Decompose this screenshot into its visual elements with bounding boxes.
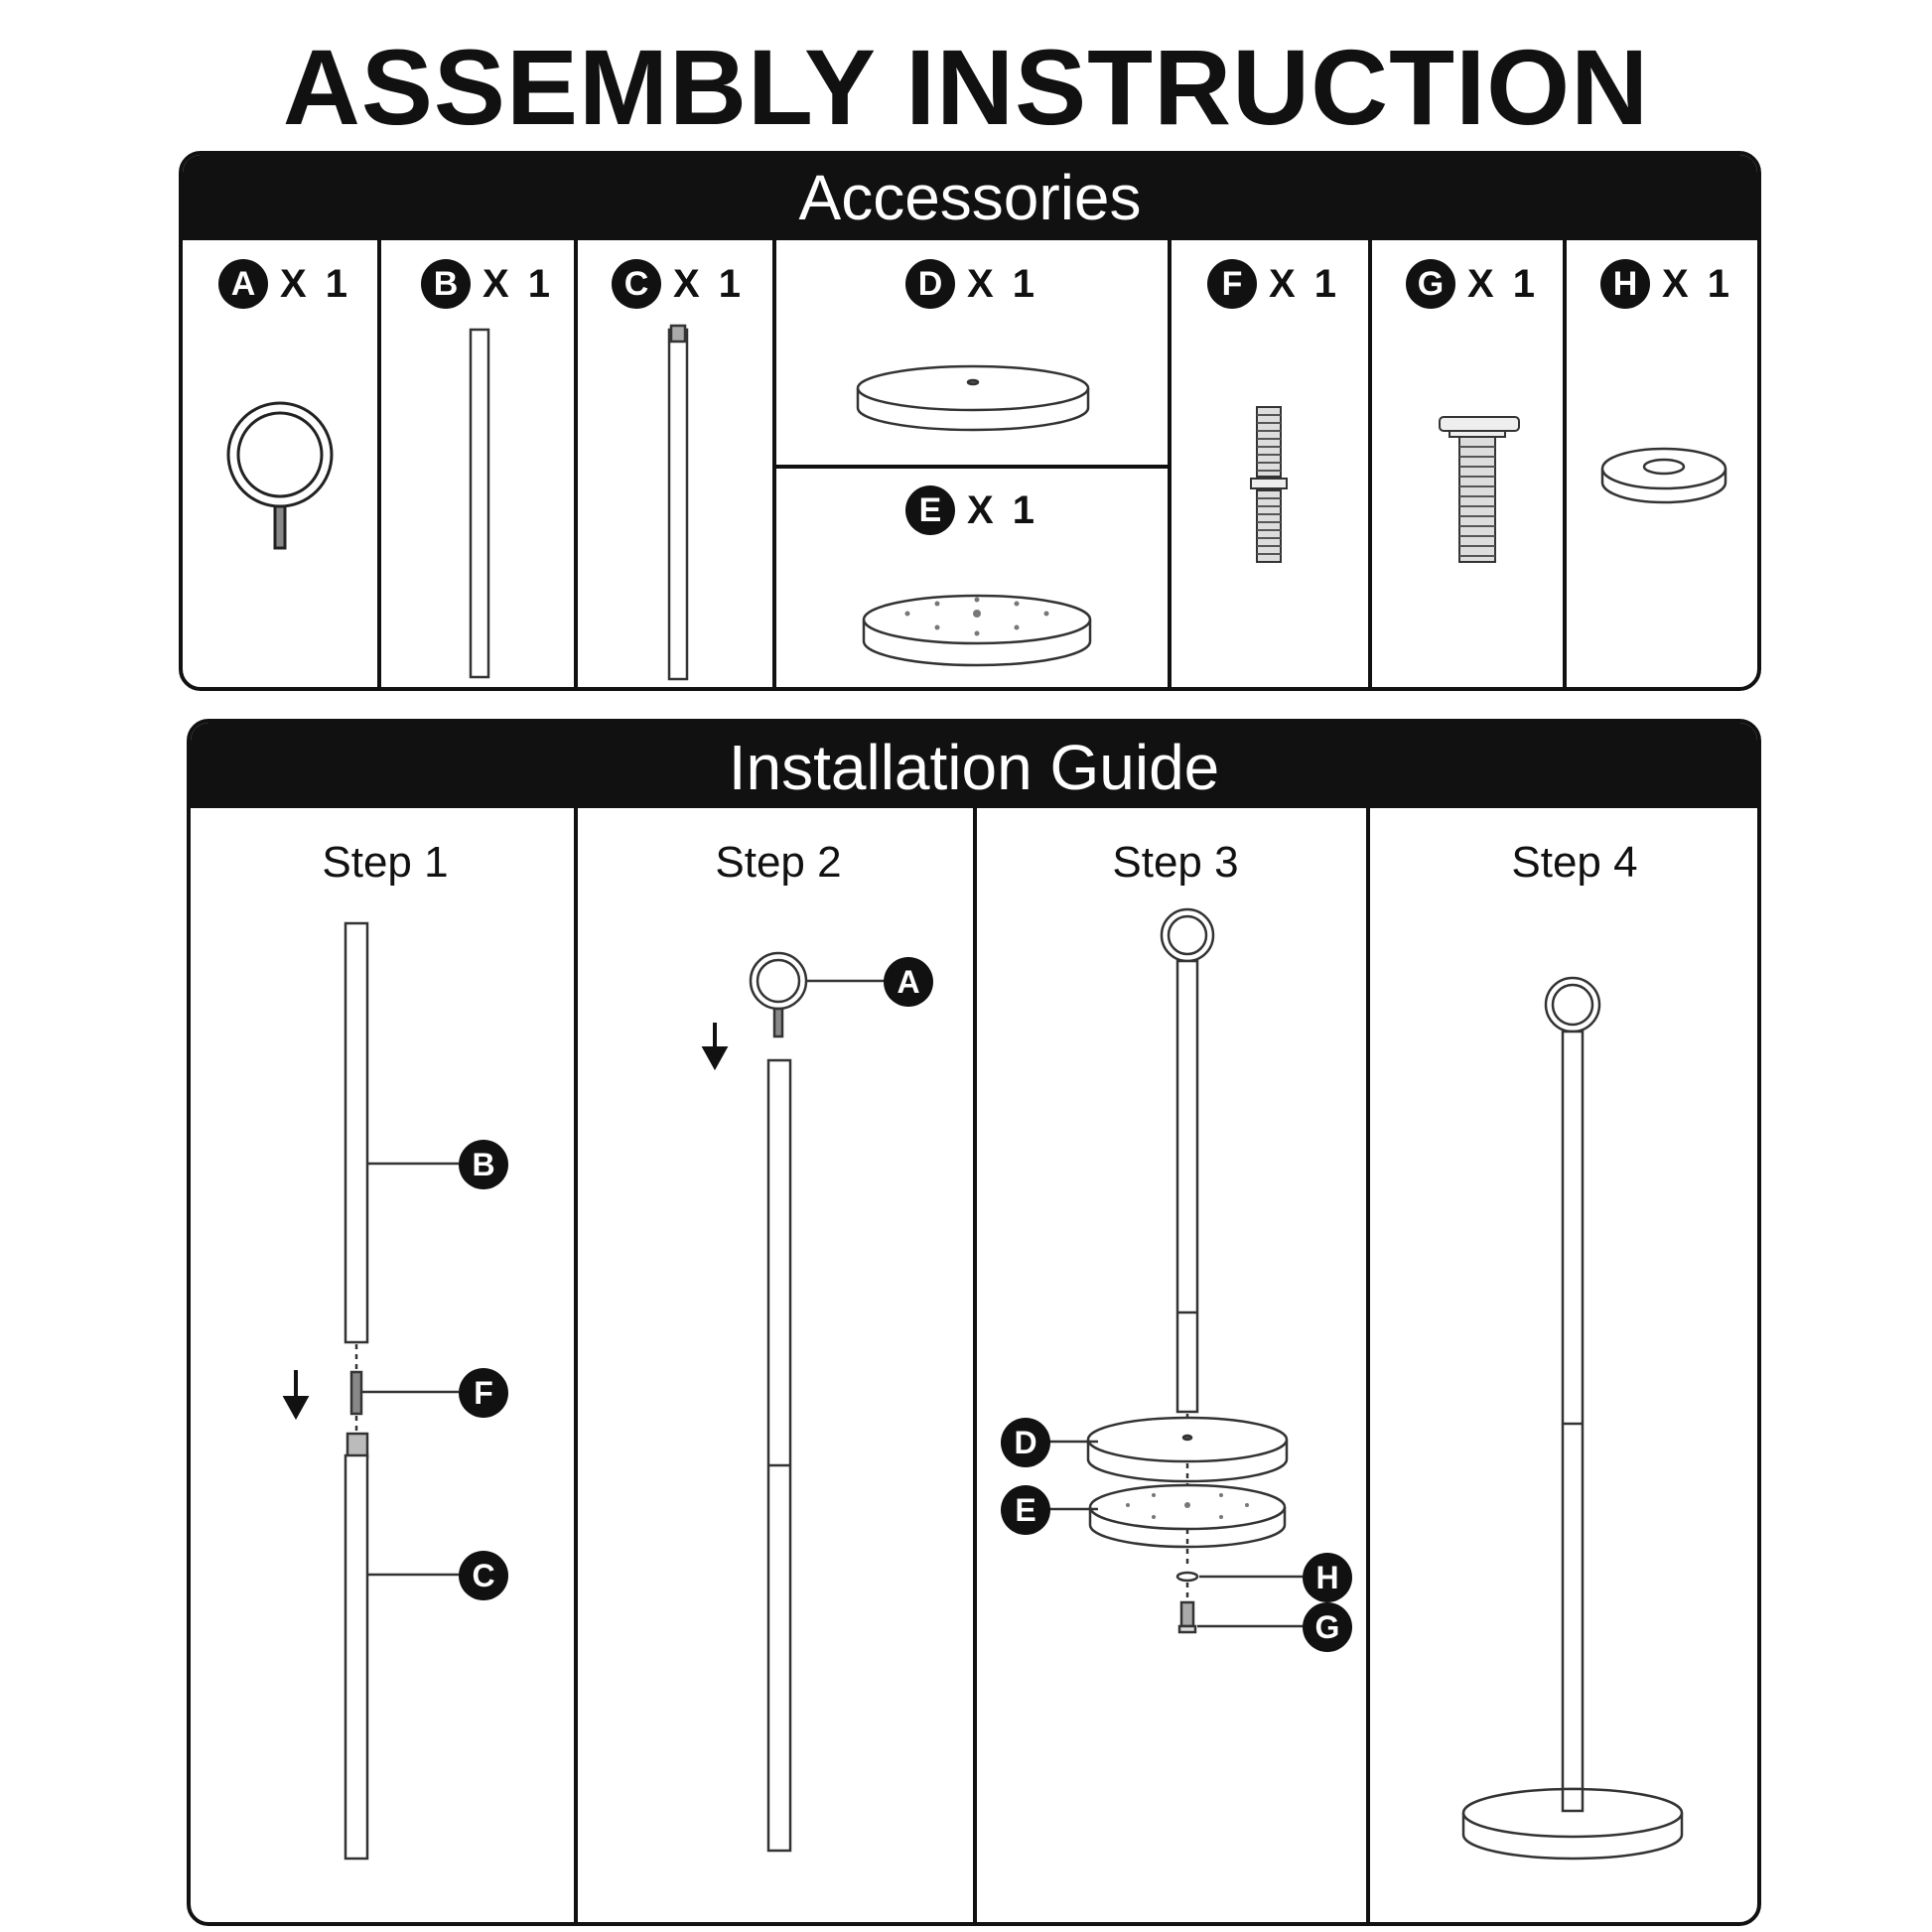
upper-pole-icon: [471, 330, 488, 677]
callout-c: C: [459, 1551, 508, 1600]
callout-e: E: [1001, 1485, 1050, 1535]
part-quantity: X 1: [967, 261, 1039, 306]
part-letter-badge: F: [1207, 259, 1257, 309]
part-quantity: X 1: [1467, 261, 1540, 306]
part-letter-badge: A: [218, 259, 268, 309]
installation-guide-header: Installation Guide: [191, 723, 1757, 808]
callout-d: D: [1001, 1418, 1050, 1467]
installation-guide-panel: [187, 719, 1761, 1926]
bottom-base-disc-icon: [864, 596, 1090, 665]
part-letter-badge: D: [905, 259, 955, 309]
part-letter-badge: G: [1406, 259, 1455, 309]
page-title: ASSEMBLY INSTRUCTION: [282, 27, 1650, 147]
accessories-illustrations: [183, 155, 1757, 691]
step-2-illustration: [705, 953, 886, 1851]
part-letter-badge: E: [905, 485, 955, 535]
part-quantity: X 1: [967, 487, 1039, 532]
screw-icon: [1440, 417, 1519, 562]
installation-illustrations: [191, 723, 1757, 1922]
accessories-header: Accessories: [183, 155, 1757, 240]
top-base-disc-icon: [858, 366, 1088, 430]
washer-icon: [1602, 449, 1725, 502]
part-quantity: X 1: [1269, 261, 1341, 306]
double-threaded-connector-icon: [1251, 407, 1287, 562]
callout-g: G: [1303, 1602, 1352, 1652]
part-quantity: X 1: [483, 261, 555, 306]
callout-b: B: [459, 1140, 508, 1189]
callout-f: F: [459, 1368, 508, 1418]
step-3-label: Step 3: [1112, 838, 1239, 887]
eye-bolt-ring-icon: [228, 403, 332, 548]
accessories-panel: [179, 151, 1761, 691]
step-4-label: Step 4: [1511, 838, 1638, 887]
part-quantity: X 1: [1662, 261, 1734, 306]
part-quantity: X 1: [673, 261, 746, 306]
down-arrow-icon: [286, 1370, 306, 1416]
part-letter-badge: H: [1600, 259, 1650, 309]
part-quantity: X 1: [280, 261, 352, 306]
callout-a: A: [884, 957, 933, 1007]
lower-pole-icon: [669, 326, 687, 679]
step-1-label: Step 1: [322, 838, 449, 887]
down-arrow-icon: [705, 1023, 725, 1066]
step-1-illustration: [286, 923, 459, 1859]
part-letter-badge: B: [421, 259, 471, 309]
step-4-illustration: [1463, 978, 1682, 1859]
callout-h: H: [1303, 1553, 1352, 1602]
step-3-illustration: [1044, 909, 1303, 1632]
part-letter-badge: C: [612, 259, 661, 309]
step-2-label: Step 2: [715, 838, 842, 887]
